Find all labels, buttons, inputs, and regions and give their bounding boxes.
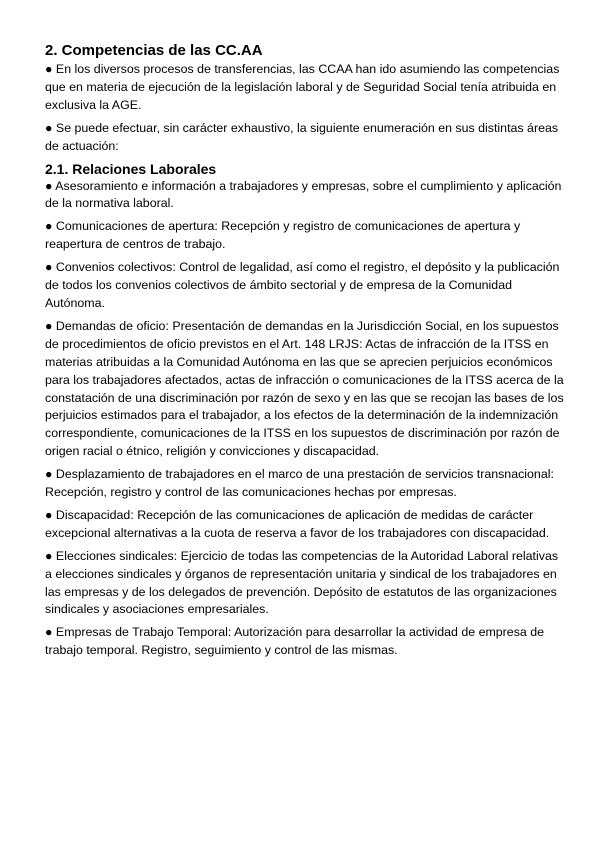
document-page <box>45 42 565 665</box>
list-item: ● Demandas de oficio: Presentación de demandas en la Jurisdicción Social, en los supuestos de procedimientos de oficio previstos en el Art. 148 LRJS: Actas de infracción de la ITSS en materias atribuidas a la Comunidad Autónoma en las que se aprecien perjuicios económicos para los trabajadores afectados, actas de infracción o comunicaciones de la ITSS acerca de la constatación de una discriminación por razón de sexo y en las que se recojan las bases de los perjuicios estimados para el trabajador, a los efectos de la determinación de la indemnización correspondiente, comunicaciones de la ITSS en los supuestos de discriminación por razón de origen racial o étnico, religión y convicciones y discapacidad. <box>45 318 564 459</box>
list-item: ● Elecciones sindicales: Ejercicio de todas las competencias de la Autoridad Laboral relativas a elecciones sindicales y órganos de representación unitaria y sindical de los trabajadores en las empresas y de los delegados de prevención. Depósito de estatutos de las organizaciones sindicales y asociaciones empresariales. <box>45 548 559 617</box>
list-item: ● Empresas de Trabajo Temporal: Autorización para desarrollar la actividad de empresa de trabajo temporal. Registro, seguimiento y control de las mismas. <box>45 625 545 658</box>
list-item: ● Discapacidad: Recepción de las comunicaciones de aplicación de medidas de carácter excepcional alternativas a la cuota de reserva a favor de los trabajadores con discapacidad. <box>45 507 550 540</box>
list-item: ● Convenios colectivos: Control de legalidad, así como el registro, el depósito y la publicación de todos los convenios colectivos de ámbito sectorial y de empresa de la Comunidad Autónoma. <box>45 260 560 310</box>
section-title: 2. Competencias de las CC.AA <box>45 42 263 59</box>
list-item: ● Comunicaciones de apertura: Recepción y registro de comunicaciones de apertura y reapertura de centros de trabajo. <box>45 219 521 252</box>
list-item: ● Desplazamiento de trabajadores en el marco de una prestación de servicios transnacional: Recepción, registro y control de las comunicaciones hechas por empresas. <box>45 467 554 500</box>
list-item: ● Asesoramiento e información a trabajadores y empresas, sobre el cumplimiento y aplicación de la normativa laboral. <box>45 178 562 211</box>
subsection-title: 2.1. Relaciones Laborales <box>45 160 217 177</box>
intro-paragraph: ● En los diversos procesos de transferencias, las CCAA han ido asumiendo las competencias que en materia de ejecución de la legislación laboral y de Seguridad Social tenía atribuida en exclusiva la AGE. <box>45 62 560 112</box>
intro-paragraph: ● Se puede efectuar, sin carácter exhaustivo, la siguiente enumeración en sus distintas áreas de actuación: <box>45 120 559 153</box>
